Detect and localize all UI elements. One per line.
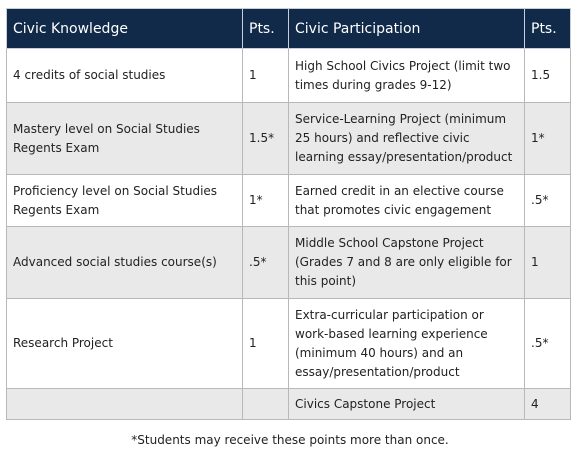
knowledge-cell: Proficiency level on Social Studies Regents Exam: [7, 175, 243, 227]
footnote: *Students may receive these points more than once.: [131, 433, 449, 447]
knowledge-cell: Mastery level on Social Studies Regents Exam: [7, 103, 243, 175]
table-row: [7, 299, 571, 389]
header-civic-knowledge: Civic Knowledge: [7, 9, 243, 49]
knowledge-cell: 4 credits of social studies: [7, 49, 243, 103]
table-row: [7, 175, 571, 227]
knowledge-cell: Advanced social studies course(s): [7, 227, 243, 299]
knowledge-points-cell: 1*: [243, 175, 289, 227]
civic-points-table: [6, 8, 571, 420]
header-participation-points: Pts.: [525, 9, 571, 49]
knowledge-points-cell: 1: [243, 299, 289, 389]
header-knowledge-points: Pts.: [243, 9, 289, 49]
participation-points-cell: 1: [525, 227, 571, 299]
participation-points-cell: .5*: [525, 299, 571, 389]
participation-points-cell: 4: [525, 389, 571, 420]
knowledge-points-cell: 1: [243, 49, 289, 103]
table-row: [7, 389, 571, 420]
participation-cell: Extra-curricular participation or work-based learning experience (minimum 40 hours) and an essay/presentation/product: [289, 299, 525, 389]
knowledge-points-cell: 1.5*: [243, 103, 289, 175]
participation-points-cell: .5*: [525, 175, 571, 227]
knowledge-cell: Research Project: [7, 299, 243, 389]
participation-points-cell: 1*: [525, 103, 571, 175]
table-row: [7, 49, 571, 103]
knowledge-cell: [7, 389, 243, 420]
table-row: [7, 227, 571, 299]
table-header-row: [7, 9, 571, 49]
participation-cell: Earned credit in an elective course that promotes civic engagement: [289, 175, 525, 227]
participation-cell: High School Civics Project (limit two times during grades 9-12): [289, 49, 525, 103]
table-row: [7, 103, 571, 175]
participation-cell: Service-Learning Project (minimum 25 hours) and reflective civic learning essay/presentation/product: [289, 103, 525, 175]
knowledge-points-cell: .5*: [243, 227, 289, 299]
participation-points-cell: 1.5: [525, 49, 571, 103]
participation-cell: Civics Capstone Project: [289, 389, 525, 420]
participation-cell: Middle School Capstone Project (Grades 7 and 8 are only eligible for this point): [289, 227, 525, 299]
knowledge-points-cell: [243, 389, 289, 420]
header-civic-participation: Civic Participation: [289, 9, 525, 49]
